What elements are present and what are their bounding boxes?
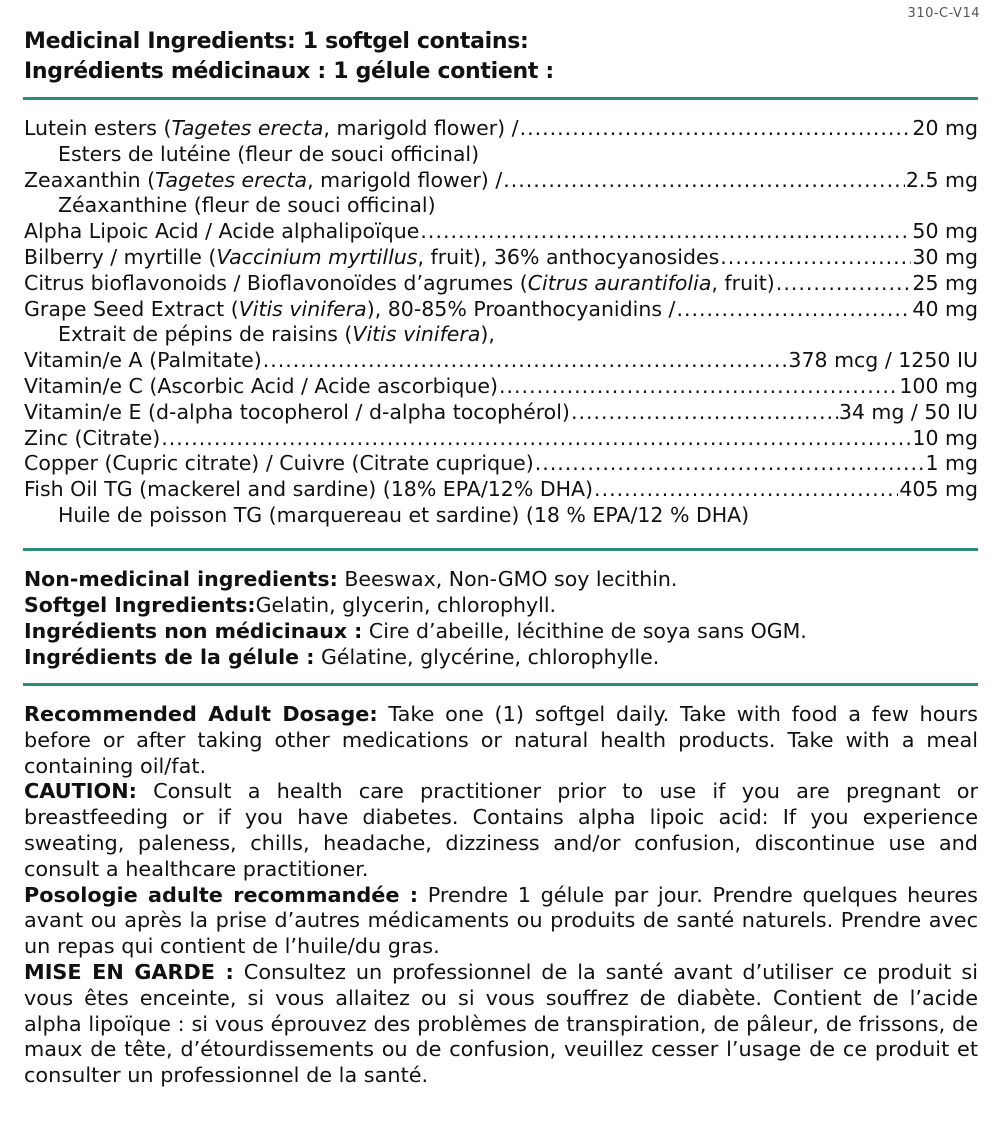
ingredient-translation: Extrait de pépins de raisins (Vitis vinifera), (58, 322, 495, 347)
leader-dots (571, 400, 838, 426)
ingredient-amount: 50 mg (912, 219, 978, 244)
ingredient-amount: 1 mg (925, 451, 978, 476)
dosage-en: Recommended Adult Dosage: Take one (1) softgel daily. Take with food a few hours before or after taking other medications or natural health products. Take with a meal containing oil/fat. (24, 702, 978, 778)
leader-dots (263, 348, 788, 374)
ingredient-row-vitamin-a: Vitamin/e A (Palmitate) ..... 378 mcg / 1250 IU (24, 348, 978, 374)
leader-dots (499, 374, 898, 400)
ingredient-row-lutein: Lutein esters (Tagetes erecta, marigold flower) / ..... 20 mg (24, 116, 978, 142)
softgel-ingredients-en: Softgel Ingredients:Gelatin, glycerin, chlorophyll. (24, 593, 557, 617)
non-medicinal-en: Non-medicinal ingredients: Beeswax, Non-GMO soy lecithin. (24, 567, 678, 591)
heading-english: Medicinal Ingredients: 1 softgel contains: (24, 29, 529, 54)
dosage-section (24, 702, 978, 1089)
ingredient-row-fish-oil: Fish Oil TG (mackerel and sardine) (18% EPA/12% DHA) ..... 405 mg (24, 477, 978, 503)
ingredient-amount: 30 mg (912, 244, 978, 269)
divider-middle (23, 548, 978, 551)
leader-dots (520, 116, 912, 142)
medicinal-ingredient-list (24, 116, 978, 529)
leader-dots (720, 245, 911, 271)
medicinal-heading (24, 27, 554, 87)
ingredient-row-alpha-lipoic: Alpha Lipoic Acid / Acide alphalipoïque ..... 50 mg (24, 219, 978, 245)
ingredient-row-bilberry: Bilberry / myrtille (Vaccinium myrtillus, fruit), 36% anthocyanosides ..... 30 mg (24, 245, 978, 271)
non-medicinal-section (24, 566, 978, 670)
ingredient-row-copper: Copper (Cupric citrate) / Cuivre (Citrate cuprique) ..... 1 mg (24, 451, 978, 477)
caution-fr: MISE EN GARDE : Consultez un professionnel de la santé avant d’utiliser ce produit si vous êtes enceinte, si vous allaitez ou si vous souffrez de diabète. Contient de l’acide alpha lipoïque : si vous éprouvez des problèmes de transpiration, de pâleur, de frissons, de maux de tête, d’étourdissements ou de confusion, veuillez cesser l’usage de ce produit et consulter un professionnel de la santé. (24, 959, 978, 1088)
leader-dots (420, 219, 911, 245)
leader-dots (776, 271, 912, 297)
leader-dots (535, 451, 925, 477)
ingredient-amount: 20 mg (912, 116, 978, 140)
ingredient-row-zinc: Zinc (Citrate) ..... 10 mg (24, 426, 978, 452)
non-medicinal-fr: Ingrédients non médicinaux : Cire d’abeille, lécithine de soya sans OGM. (24, 619, 807, 643)
divider-bottom (23, 683, 978, 686)
ingredient-translation: Zéaxanthine (fleur de souci officinal) (58, 193, 436, 218)
caution-en: CAUTION: Consult a health care practitioner prior to use if you are pregnant or breastfeeding or if you have diabetes. Contains alpha lipoic acid: If you experience sweating, paleness, chills, headache, dizziness and/or confusion, discontinue use and consult a healthcare practitioner. (24, 779, 978, 881)
ingredient-amount: 10 mg (912, 425, 978, 450)
leader-dots (503, 168, 905, 194)
ingredient-row-zeaxanthin: Zeaxanthin (Tagetes erecta, marigold flower) / ..... 2.5 mg (24, 168, 978, 194)
ingredient-amount: 378 mcg / 1250 IU (788, 348, 978, 373)
ingredient-translation: Esters de lutéine (fleur de souci officinal) (58, 141, 480, 166)
ingredient-amount: 40 mg (912, 296, 978, 321)
dosage-fr: Posologie adulte recommandée : Prendre 1 gélule par jour. Prendre quelques heures avant ou après la prise d’autres médicaments ou produits de santé naturels. Prendre avec un repas qui contient de l’huile/du gras. (24, 882, 978, 959)
ingredient-row-vitamin-e: Vitamin/e E (d-alpha tocopherol / d-alpha tocophérol) ..... 34 mg / 50 IU (24, 400, 978, 426)
ingredient-amount: 100 mg (899, 373, 978, 398)
leader-dots (676, 297, 911, 323)
ingredient-amount: 405 mg (899, 477, 978, 502)
ingredient-amount: 25 mg (912, 270, 978, 295)
leader-dots (161, 426, 911, 452)
divider-top (23, 97, 978, 100)
ingredient-amount: 34 mg / 50 IU (838, 399, 978, 424)
ingredient-row-grape-seed: Grape Seed Extract (Vitis vinifera), 80-85% Proanthocyanidins / ..... 40 mg (24, 297, 978, 323)
leader-dots (594, 477, 898, 503)
ingredient-translation: Huile de poisson TG (marquereau et sardine) (18 % EPA/12 % DHA) (58, 502, 750, 527)
softgel-ingredients-fr: Ingrédients de la gélule : Gélatine, glycérine, chlorophylle. (24, 645, 660, 669)
label-code: 310-C-V14 (907, 6, 980, 21)
heading-french: Ingrédients médicinaux : 1 gélule contient : (24, 59, 554, 84)
ingredient-amount: 2.5 mg (905, 167, 978, 192)
ingredient-row-vitamin-c: Vitamin/e C (Ascorbic Acid / Acide ascorbique) ..... 100 mg (24, 374, 978, 400)
ingredient-row-citrus: Citrus bioflavonoids / Bioflavonoïdes d’agrumes (Citrus aurantifolia, fruit) ..... 25 mg (24, 271, 978, 297)
